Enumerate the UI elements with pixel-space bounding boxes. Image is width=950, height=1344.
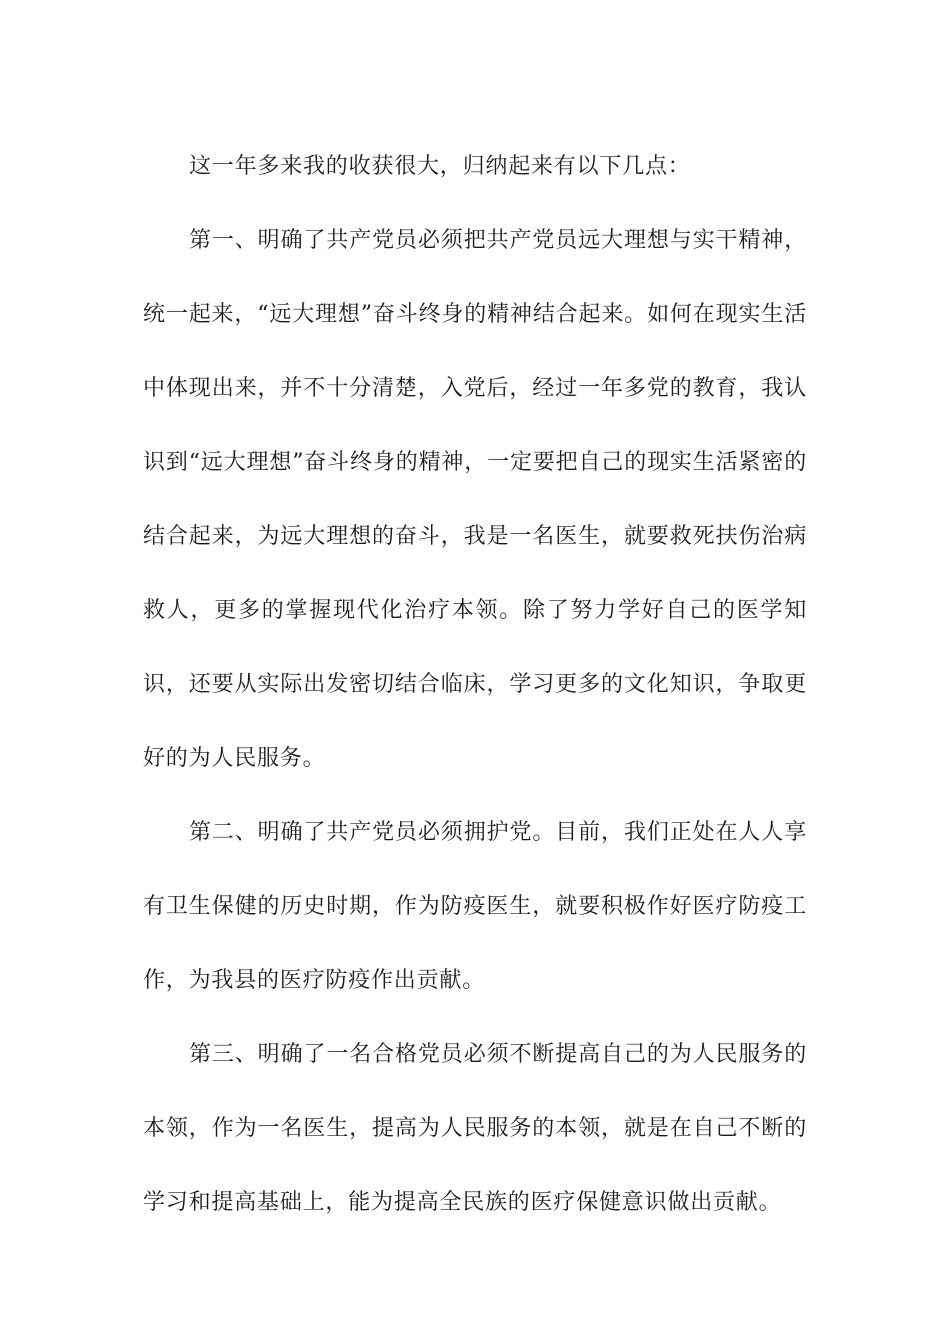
document-body (143, 130, 807, 1240)
paragraph-point-one: 第一、明确了共产党员必须把共产党员远大理想与实干精神，统一起来，“远大理想”奋斗终身的精神结合起来。如何在现实生活中体现出来，并不十分清楚，入党后，经过一年多党的教育，我认识到“远大理想”奋斗终身的精神，一定要把自己的现实生活紧密的结合起来，为远大理想的奋斗，我是一名医生，就要救死扶伤治病救人，更多的掌握现代化治疗本领。除了努力学好自己的医学知识，还要从实际出发密切结合临床，学习更多的文化知识，争取更好的为人民服务。 (143, 228, 807, 771)
paragraph-point-two: 第二、明确了共产党员必须拥护党。目前，我们正处在人人享有卫生保健的历史时期，作为防疫医生，就要积极作好医疗防疫工作，为我县的医疗防疫作出贡献。 (143, 820, 807, 993)
paragraph-intro: 这一年多来我的收获很大，归纳起来有以下几点： (189, 154, 691, 179)
paragraph-point-three: 第三、明确了一名合格党员必须不断提高自己的为人民服务的本领，作为一名医生，提高为人民服务的本领，就是在自己不断的学习和提高基础上，能为提高全民族的医疗保健意识做出贡献。 (143, 1042, 807, 1215)
